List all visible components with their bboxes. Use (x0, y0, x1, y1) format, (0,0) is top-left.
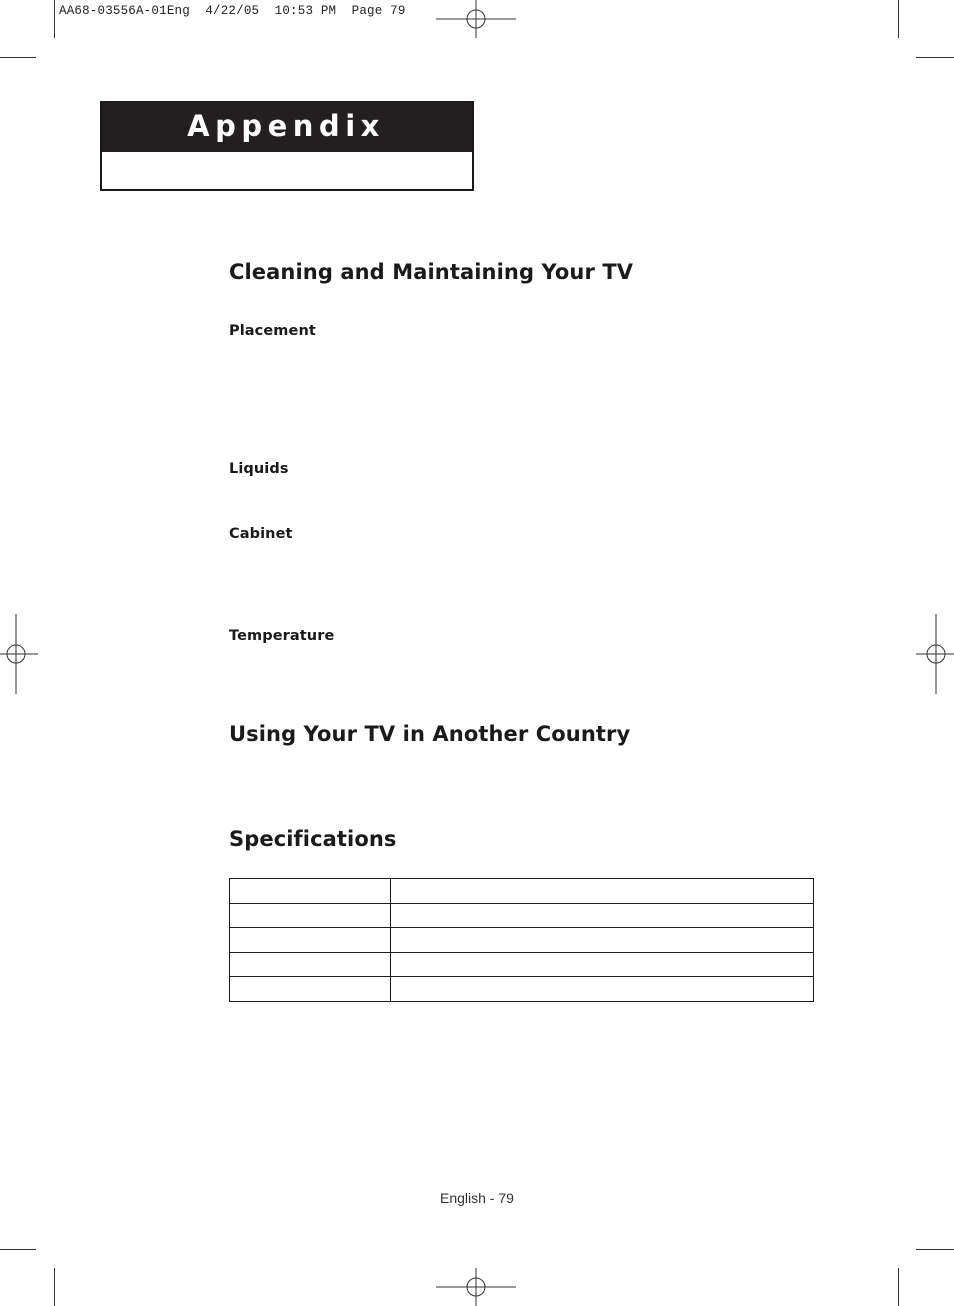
crop-mark (898, 0, 899, 38)
table-cell (391, 879, 814, 904)
crop-mark (0, 1249, 36, 1250)
cleaning-section-title: Cleaning and Maintaining Your TV (229, 260, 634, 284)
appendix-header-box (100, 101, 474, 191)
appendix-title: Appendix (102, 103, 472, 152)
crop-mark (898, 1268, 899, 1306)
crop-mark (916, 57, 954, 58)
cabinet-heading: Cabinet (229, 526, 293, 542)
table-cell (391, 952, 814, 977)
specifications-table (229, 878, 814, 1002)
print-slug-line: AA68-03556A-01Eng 4/22/05 10:53 PM Page 79 (59, 4, 406, 18)
registration-mark-icon (0, 614, 38, 694)
table-cell (230, 977, 391, 1002)
table-cell (230, 879, 391, 904)
crop-mark (54, 1268, 55, 1306)
placement-heading: Placement (229, 323, 316, 339)
registration-mark-icon (916, 614, 954, 694)
registration-mark-icon (436, 1268, 516, 1306)
table-row (230, 928, 814, 953)
table-cell (230, 903, 391, 928)
page-number-footer: English - 79 (440, 1190, 514, 1206)
crop-mark (0, 57, 36, 58)
table-cell (391, 977, 814, 1002)
crop-mark (916, 1249, 954, 1250)
liquids-heading: Liquids (229, 461, 289, 477)
table-row (230, 903, 814, 928)
specifications-section-title: Specifications (229, 827, 397, 851)
temperature-heading: Temperature (229, 628, 335, 644)
crop-mark (54, 0, 55, 38)
table-cell (230, 928, 391, 953)
table-row (230, 977, 814, 1002)
table-cell (391, 928, 814, 953)
table-cell (391, 903, 814, 928)
table-cell (230, 952, 391, 977)
another-country-section-title: Using Your TV in Another Country (229, 722, 631, 746)
table-row (230, 952, 814, 977)
table-row (230, 879, 814, 904)
registration-mark-icon (436, 0, 516, 40)
